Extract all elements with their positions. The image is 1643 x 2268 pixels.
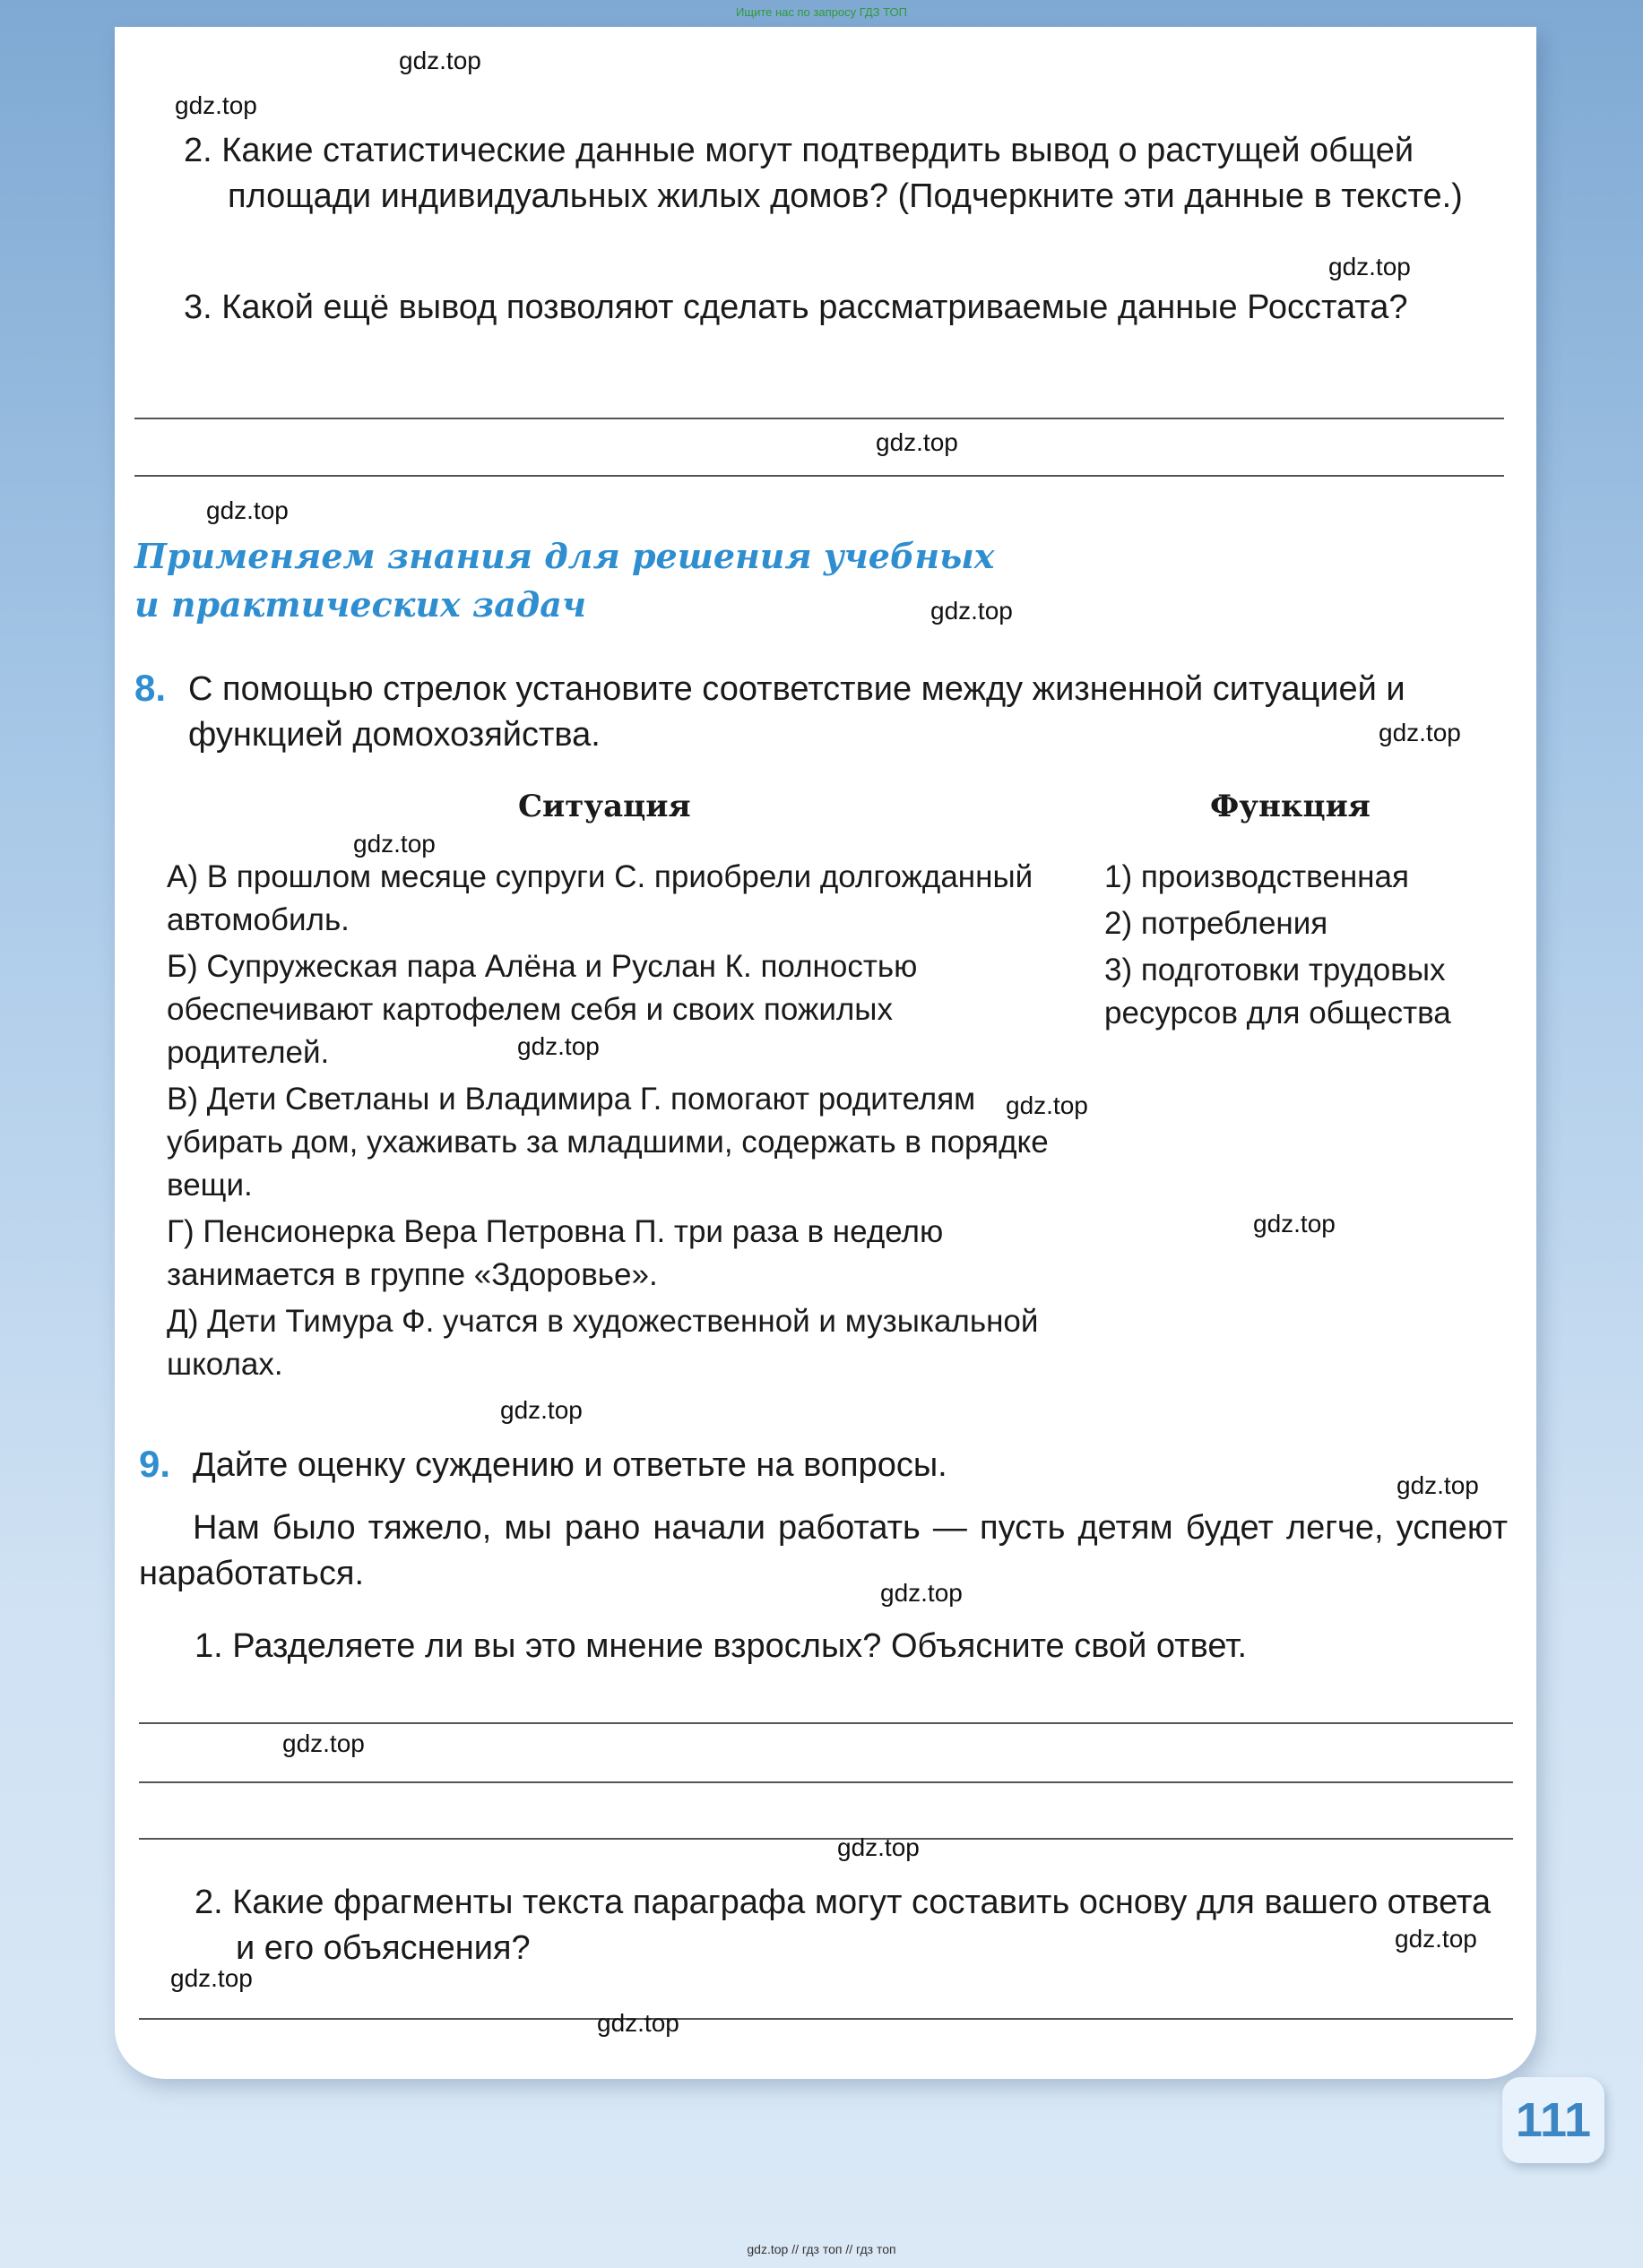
watermark: gdz.top xyxy=(170,1964,253,1992)
q9-number: 9. xyxy=(139,1443,171,1485)
watermark: gdz.top xyxy=(500,1396,583,1424)
answer-line[interactable] xyxy=(139,1722,1513,1724)
section-heading-line-2: и практических задач xyxy=(134,584,587,625)
watermark: gdz.top xyxy=(1253,1210,1336,1237)
q8-number: 8. xyxy=(134,667,167,709)
watermark: gdz.top xyxy=(206,496,289,524)
q7-item-2: 2. Какие статистические данные могут подтвердить вывод о растущей общей площади индивидуальных жилых домов? (Подчеркните эти данные в тексте.) xyxy=(184,132,1463,215)
q9-item-2: 2. Какие фрагменты текста параграфа могут составить основу для вашего ответа и его объяснения? xyxy=(195,1884,1492,1967)
q7-item-3: 3. Какой ещё вывод позволяют сделать рассматриваемые данные Росстата? xyxy=(184,289,1408,326)
watermark: gdz.top xyxy=(930,597,1013,625)
watermark: gdz.top xyxy=(1395,1925,1477,1953)
q8-text: С помощью стрелок установите соответствие между жизненной ситуацией и функцией домохозяйства. xyxy=(188,670,1405,754)
function-1[interactable]: 1) производственная xyxy=(1104,859,1409,894)
function-2[interactable]: 2) потребления xyxy=(1104,906,1328,941)
watermark: gdz.top xyxy=(837,1833,920,1861)
watermark: gdz.top xyxy=(282,1729,365,1757)
watermark: gdz.top xyxy=(876,428,958,456)
answer-line[interactable] xyxy=(134,418,1504,419)
functions-list xyxy=(1104,856,1499,1035)
watermark: gdz.top xyxy=(880,1579,963,1607)
watermark: gdz.top xyxy=(597,2009,679,2037)
q9-text: Дайте оценку суждению и ответьте на вопросы. xyxy=(193,1446,947,1484)
header-note: Ищите нас по запросу ГДЗ ТОП xyxy=(736,5,907,19)
situations-header: Ситуация xyxy=(518,789,691,824)
footer-note: gdz.top // гдз топ // гдз топ xyxy=(747,2242,896,2256)
q9-item-1: 1. Разделяете ли вы это мнение взрослых? Объясните свой ответ. xyxy=(195,1627,1248,1665)
q9-quote: Нам было тяжело, мы рано начали работать — пусть детям будет легче, успеют наработаться. xyxy=(139,1509,1508,1592)
watermark: gdz.top xyxy=(175,91,257,119)
situation-d[interactable]: Д) Дети Тимура Ф. учатся в художественной и музыкальной школах. xyxy=(167,1304,1039,1382)
situation-b[interactable]: Б) Супружеская пара Алёна и Руслан К. полностью обеспечивают картофелем себя и своих пожилых родителей. xyxy=(167,949,918,1070)
watermark: gdz.top xyxy=(1006,1091,1088,1119)
watermark: gdz.top xyxy=(1379,719,1461,746)
answer-line[interactable] xyxy=(139,1781,1513,1783)
situation-v[interactable]: В) Дети Светланы и Владимира Г. помогают родителям убирать дом, ухаживать за младшими, содержать в порядке вещи. xyxy=(167,1082,1049,1203)
watermark: gdz.top xyxy=(399,47,481,74)
answer-line[interactable] xyxy=(139,1838,1513,1840)
page-number: 111 xyxy=(1502,2077,1604,2163)
situation-a[interactable]: А) В прошлом месяце супруги С. приобрели долгожданный автомобиль. xyxy=(167,859,1033,937)
section-heading xyxy=(134,532,1300,629)
answer-line[interactable] xyxy=(134,475,1504,477)
watermark: gdz.top xyxy=(517,1032,600,1060)
functions-header: Функция xyxy=(1210,789,1371,824)
answer-line[interactable] xyxy=(139,2018,1513,2020)
watermark: gdz.top xyxy=(1397,1471,1479,1499)
watermark: gdz.top xyxy=(353,830,436,858)
section-heading-line-1: Применяем знания для решения учебных xyxy=(134,536,995,576)
watermark: gdz.top xyxy=(1328,253,1411,280)
function-3[interactable]: 3) подготовки трудовых ресурсов для общества xyxy=(1104,953,1451,1031)
situation-g[interactable]: Г) Пенсионерка Вера Петровна П. три раза в неделю занимается в группе «Здоровье». xyxy=(167,1214,944,1292)
situations-list xyxy=(167,856,1063,1386)
